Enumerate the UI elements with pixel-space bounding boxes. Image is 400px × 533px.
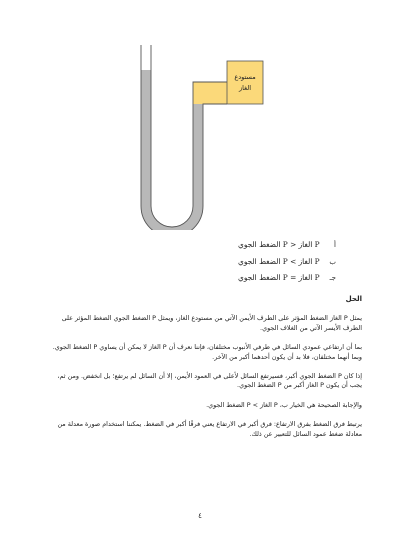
option-c[interactable] bbox=[216, 270, 336, 287]
answer-options bbox=[216, 237, 336, 287]
solution-paragraph-3: إذا كان P الضغط الجوي أكبر، فسيرتفع السائل لأعلى في العمود الأيمن، إلا أن السائل لم يرتفع؛ بل انخفض. ومن ثم، يجب أن يكون P الغاز أكبر من P الضغط الجوي. bbox=[57, 372, 362, 390]
gas-tank bbox=[227, 61, 263, 104]
option-label: أ bbox=[334, 241, 336, 249]
solution-section bbox=[46, 295, 362, 449]
solution-heading: الحل bbox=[345, 295, 362, 303]
option-expression: P الغاز = P الضغط الجوي bbox=[238, 273, 320, 282]
tank-label-line2: الغاز bbox=[238, 84, 252, 92]
solution-paragraph-2: بما أن ارتفاعي عمودي السائل في طرفي الأنبوب مختلفان، فإننا نعرف أن P الغاز لا يمكن أن يساوي P الضغط الجوي. وبما أنهما مختلفان، فلا بد أن يكون أحدهما أكبر من الآخر. bbox=[52, 343, 362, 361]
solution-paragraph-1: يمثل P الغاز الضغط المؤثر على الطرف الأيمن الآتي من مستودع الغاز، ويمثل P الضغط الجوي الضغط المؤثر على الطرف الأيسر الآتي من الغلاف الجوي. bbox=[61, 314, 362, 332]
option-b[interactable] bbox=[216, 254, 336, 271]
liquid-right-column bbox=[193, 104, 203, 208]
gas-connector bbox=[193, 82, 229, 104]
manometer-diagram bbox=[0, 0, 400, 230]
option-a[interactable] bbox=[216, 237, 336, 254]
option-label: ب bbox=[329, 257, 336, 266]
option-label: جـ bbox=[329, 274, 336, 282]
tube-outer-wall bbox=[141, 45, 227, 230]
option-expression: P الغاز < P الضغط الجوي bbox=[238, 240, 320, 249]
page-number: ٤ bbox=[198, 512, 202, 520]
liquid-u-bottom bbox=[141, 206, 203, 230]
option-expression: P الغاز > P الضغط الجوي bbox=[238, 256, 320, 266]
tube-inner-wall bbox=[151, 45, 227, 227]
solution-paragraph-4: والإجابة الصحيحة هي الخيار ب، P الغاز > P الضغط الجوي. bbox=[206, 400, 362, 409]
liquid-left-column bbox=[141, 70, 151, 208]
solution-paragraph-5: يرتبط فرق الضغط بفرق الارتفاع: فرق أكبر في الارتفاع يعني فرقًا أكبر في الضغط. يمكننا استخدام صورة معدلة من معادلة ضغط عمود السائل للتعبير عن ذلك. bbox=[57, 420, 362, 438]
tank-label-line1: مستودع bbox=[234, 73, 256, 81]
